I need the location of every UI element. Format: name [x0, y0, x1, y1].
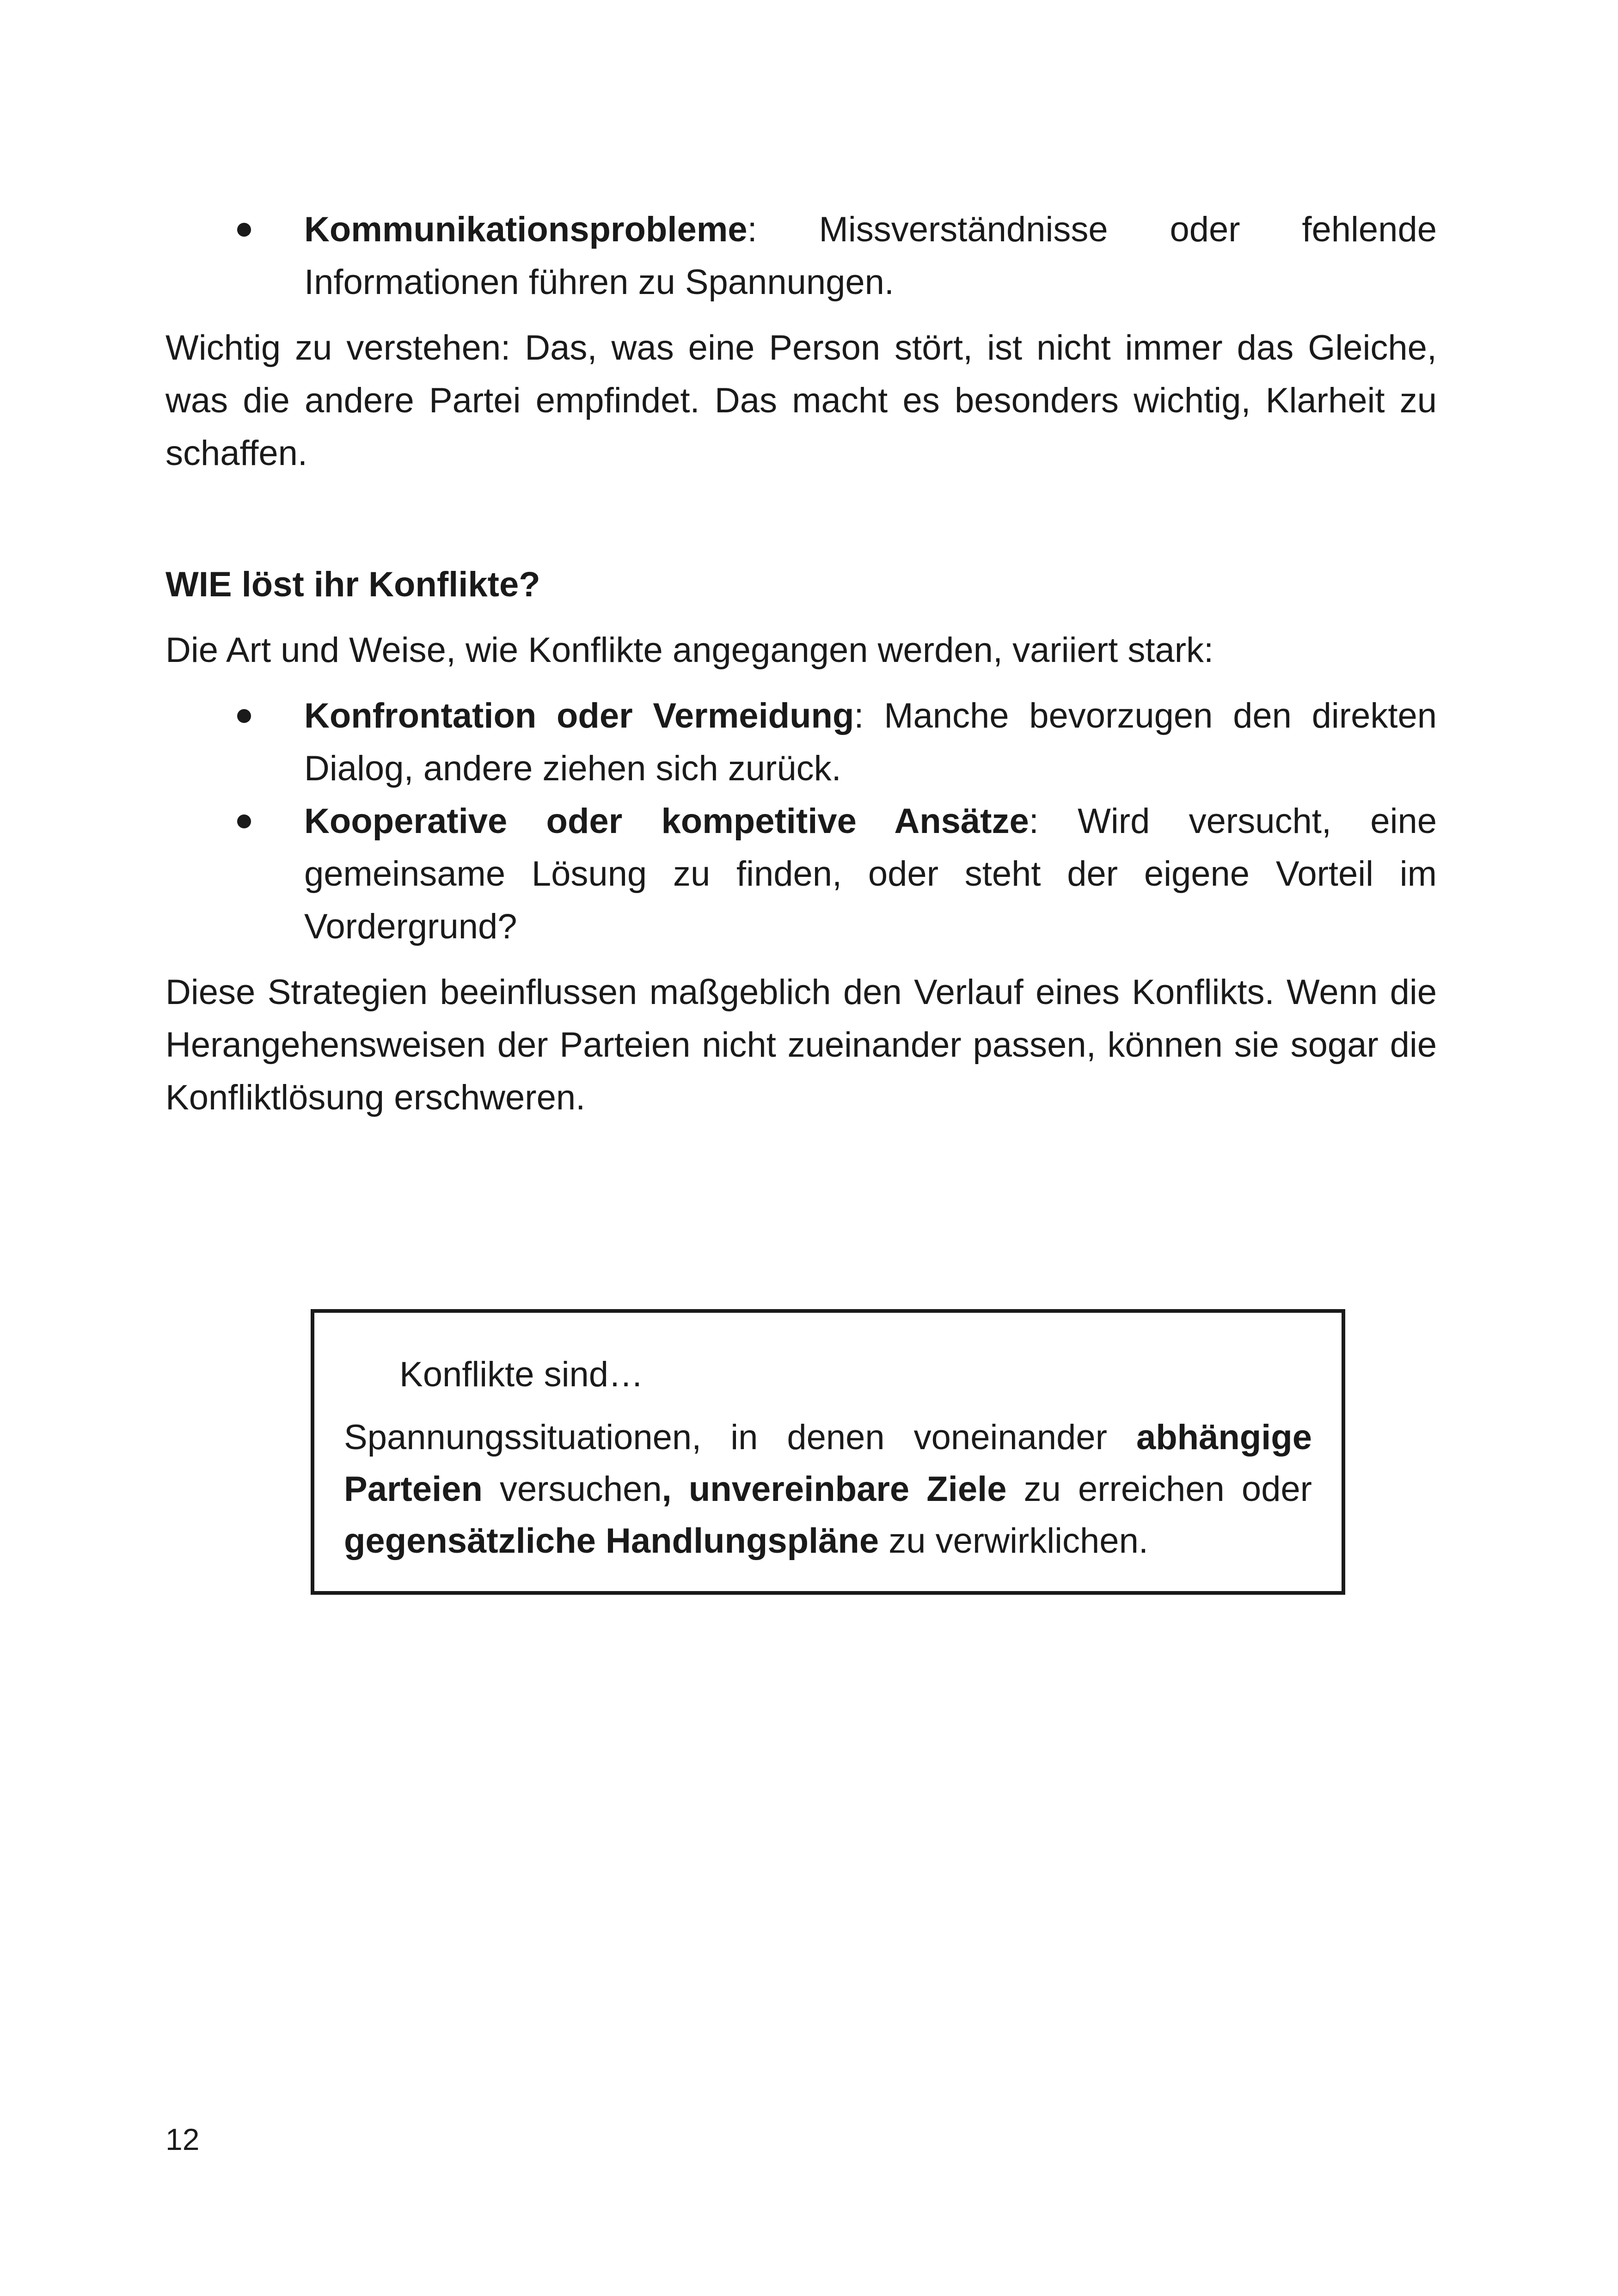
page-content: [165, 203, 1437, 1124]
definition-box: [311, 1309, 1345, 1595]
bullet-text: : Missverständnisse oder fehlende Informationen führen zu Spannungen.: [304, 210, 1437, 302]
bullet-item: [165, 203, 1437, 309]
definition-text-part: zu verwirklichen.: [879, 1521, 1148, 1561]
definition-text-part: zu erreichen oder: [1006, 1469, 1312, 1509]
bullet-list-top: [165, 203, 1437, 309]
paragraph: Diese Strategien beeinflussen maßgeblich den Verlauf eines Konflikts. Wenn die Herangehensweisen der Parteien nicht zueinander passen, können sie sogar die Konfliktlösung erschweren.: [165, 973, 1437, 1117]
bullet-list-strategies: [165, 690, 1437, 953]
definition-text-part: versuchen: [482, 1469, 662, 1509]
section-heading: WIE löst ihr Konflikte?: [165, 565, 540, 604]
paragraph: Wichtig zu verstehen: Das, was eine Person stört, ist nicht immer das Gleiche, was die andere Partei empfindet. Das macht es besonders wichtig, Klarheit zu schaffen.: [165, 328, 1437, 473]
bullet-term: Kommunikationsprobleme: [304, 210, 748, 249]
definition-bold-term: , unvereinbare Ziele: [662, 1469, 1007, 1509]
definition-text: [344, 1412, 1312, 1567]
page-number: 12: [165, 2122, 200, 2156]
definition-text-part: Spannungssituationen, in denen voneinander: [344, 1418, 1136, 1457]
bullet-term: Kooperative oder kompetitive Ansätze: [304, 802, 1029, 841]
bullet-item: [165, 795, 1437, 953]
bullet-text: : Manche bevorzugen den direkten Dialog, andere ziehen sich zurück.: [304, 696, 1437, 788]
bullet-term: Konfrontation oder Vermeidung: [304, 696, 854, 735]
bullet-icon: [237, 223, 251, 237]
bullet-icon: [237, 709, 251, 723]
definition-bold-term: gegensätzliche Handlungspläne: [344, 1521, 879, 1561]
bullet-text: : Wird versucht, eine gemeinsame Lösung zu finden, oder steht der eigene Vorteil im Vordergrund?: [304, 802, 1437, 946]
paragraph: Die Art und Weise, wie Konflikte angegangen werden, variiert stark:: [165, 631, 1214, 670]
definition-title: Konflikte sind…: [399, 1355, 644, 1394]
bullet-icon: [237, 814, 251, 828]
definition-bold-term: abhängige Parteien: [344, 1418, 1312, 1509]
bullet-item: [165, 690, 1437, 795]
